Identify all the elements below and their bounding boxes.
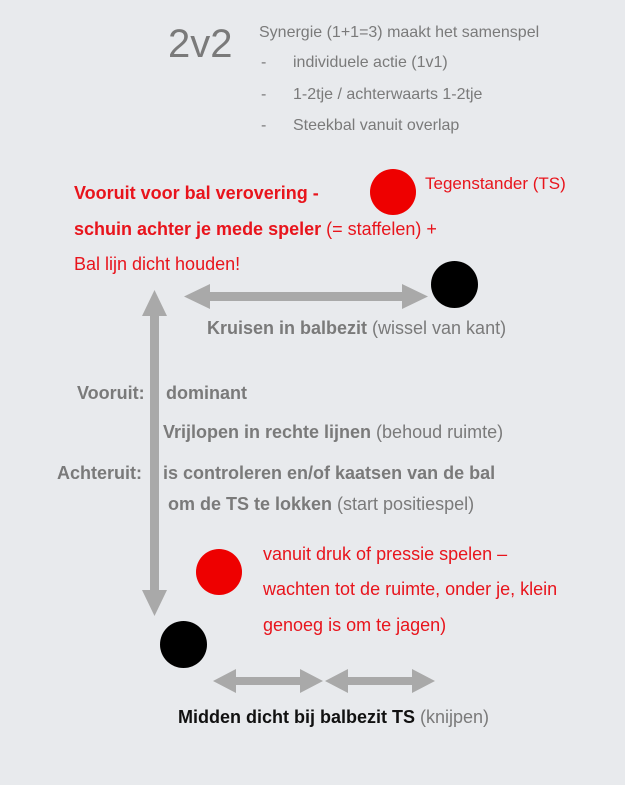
midden-label-rest: (knijpen) [415, 707, 490, 727]
forward-instruction-line2-bold: schuin achter je mede speler [74, 219, 322, 239]
forward-instruction-line3: Bal lijn dicht houden! [74, 254, 241, 274]
vrijlopen-label [163, 422, 503, 443]
vrijlopen-rest: (behoud ruimte) [371, 422, 504, 442]
achteruit-line2 [168, 494, 474, 515]
midden-label-bold: Midden dicht bij balbezit TS [178, 707, 415, 727]
pressure-line1: vanuit druk of pressie spelen – [263, 544, 508, 564]
vooruit-label: Vooruit: [77, 383, 145, 403]
vooruit-value: dominant [166, 383, 247, 403]
achteruit-label: Achteruit: [57, 463, 142, 483]
vrijlopen-bold: Vrijlopen in rechte lijnen [163, 422, 372, 442]
synergy-item-2: 1-2tje / achterwaarts 1-2tje [293, 86, 483, 103]
midden-label [178, 707, 489, 728]
own-player-top [431, 261, 478, 308]
crossing-arrow [184, 284, 428, 309]
midden-arrow-left [213, 669, 323, 693]
synergy-item-3: Steekbal vanuit overlap [293, 117, 460, 134]
synergy-dash-1: - [261, 54, 267, 71]
synergy-dash-3: - [261, 117, 267, 134]
synergy-item-1: individuele actie (1v1) [293, 54, 448, 71]
pressure-line3: genoeg is om te jagen) [263, 615, 447, 635]
midden-arrow-right [325, 669, 435, 693]
crossing-label-bold: Kruisen in balbezit [207, 318, 368, 338]
diagram-title: 2v2 [168, 22, 233, 66]
vertical-arrow [142, 290, 167, 616]
achteruit-value: is controleren en/of kaatsen van de bal [163, 463, 496, 483]
forward-instruction-line2-rest: (= staffelen) + [321, 219, 437, 239]
forward-instruction-line2 [74, 219, 437, 240]
achteruit-line2-rest: (start positiespel) [332, 494, 475, 514]
opponent-player-top [370, 169, 416, 215]
synergy-dash-2: - [261, 86, 267, 103]
synergy-heading: Synergie (1+1=3) maakt het samenspel [259, 24, 540, 41]
achteruit-line2-bold: om de TS te lokken [168, 494, 333, 514]
pressure-line2: wachten tot de ruimte, onder je, klein [263, 579, 558, 599]
opponent-player-bottom [196, 549, 242, 595]
crossing-label [207, 318, 506, 339]
own-player-bottom [160, 621, 207, 668]
crossing-label-rest: (wissel van kant) [367, 318, 507, 338]
opponent-label: Tegenstander (TS) [425, 174, 566, 193]
forward-instruction-line1: Vooruit voor bal verovering - [74, 183, 319, 203]
